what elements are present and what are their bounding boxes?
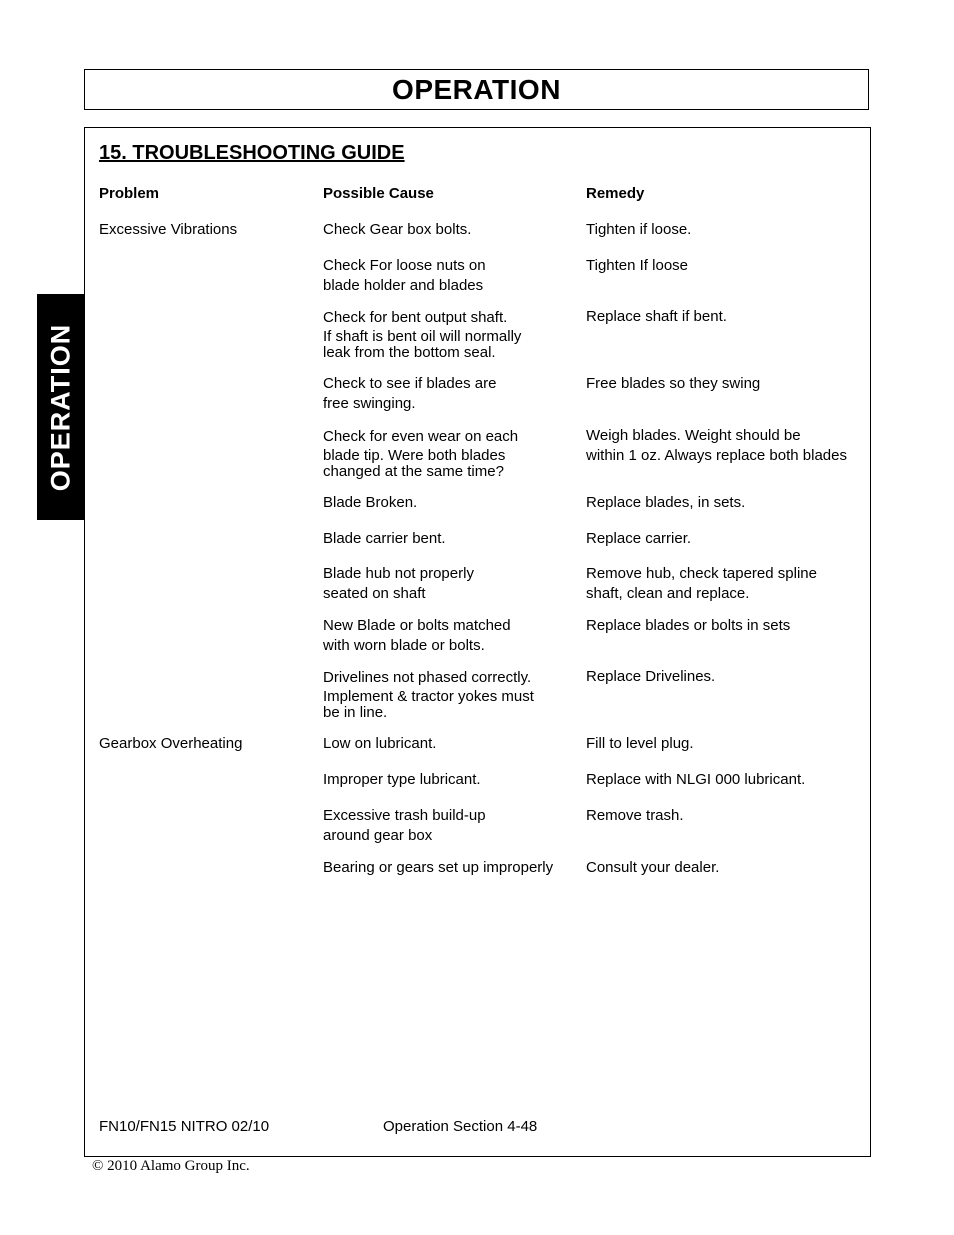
cause-cell: Improper type lubricant. <box>323 771 481 788</box>
remedy-cell: Tighten If loose <box>586 257 689 274</box>
section-title: 15. TROUBLESHOOTING GUIDE <box>99 142 405 164</box>
remedy-cell: Weigh blades. Weight should be within 1 oz. Always replace both blades <box>586 427 847 464</box>
remedy-cell: Replace with NLGI 000 lubricant. <box>586 771 806 788</box>
cause-cell: Excessive trash build-up around gear box <box>323 807 486 844</box>
cause-cell: Blade carrier bent. <box>323 530 446 547</box>
cause-cell: Low on lubricant. <box>323 735 437 752</box>
cause-cell: Check For loose nuts on blade holder and blades <box>323 257 486 294</box>
remedy-cell: Fill to level plug. <box>586 735 694 752</box>
header-cause: Possible Cause <box>323 185 434 202</box>
cause-cell: Check Gear box bolts. <box>323 221 472 238</box>
cause-cell: Bearing or gears set up improperly <box>323 859 554 876</box>
remedy-cell: Remove trash. <box>586 807 684 824</box>
cause-cell: Check to see if blades are free swinging. <box>323 375 497 412</box>
footer-section: Operation Section 4-48 <box>383 1118 538 1135</box>
remedy-cell: Replace Drivelines. <box>586 668 716 685</box>
remedy-cell: Replace blades or bolts in sets <box>586 617 791 634</box>
cause-cell: Blade hub not properly seated on shaft <box>323 565 474 602</box>
copyright: © 2010 Alamo Group Inc. <box>92 1158 250 1174</box>
header-remedy: Remedy <box>586 185 645 202</box>
cause-cell: Check for bent output shaft. If shaft is bent oil will normally leak from the bottom seal. <box>323 309 522 361</box>
cause-cell: Blade Broken. <box>323 494 418 511</box>
remedy-cell: Replace blades, in sets. <box>586 494 746 511</box>
cause-cell: Drivelines not phased correctly. Implement & tractor yokes must be in line. <box>323 669 534 721</box>
problem-label: Gearbox Overheating <box>99 735 243 752</box>
problem-label: Excessive Vibrations <box>99 221 238 238</box>
side-tab-label: OPERATION <box>45 323 76 491</box>
header-problem: Problem <box>99 185 160 202</box>
footer-model: FN10/FN15 NITRO 02/10 <box>99 1118 270 1135</box>
cause-cell: New Blade or bolts matched with worn blade or bolts. <box>323 617 511 654</box>
side-tab <box>37 294 84 520</box>
remedy-cell: Remove hub, check tapered spline shaft, clean and replace. <box>586 565 817 602</box>
remedy-cell: Replace carrier. <box>586 530 692 547</box>
remedy-cell: Consult your dealer. <box>586 859 720 876</box>
remedy-cell: Tighten if loose. <box>586 221 692 238</box>
cause-cell: Check for even wear on each blade tip. Were both blades changed at the same time? <box>323 428 519 480</box>
page-header-title: OPERATION <box>392 73 561 105</box>
remedy-cell: Replace shaft if bent. <box>586 308 727 325</box>
content-box <box>84 127 871 1157</box>
page-header <box>84 69 869 110</box>
remedy-cell: Free blades so they swing <box>586 375 761 392</box>
